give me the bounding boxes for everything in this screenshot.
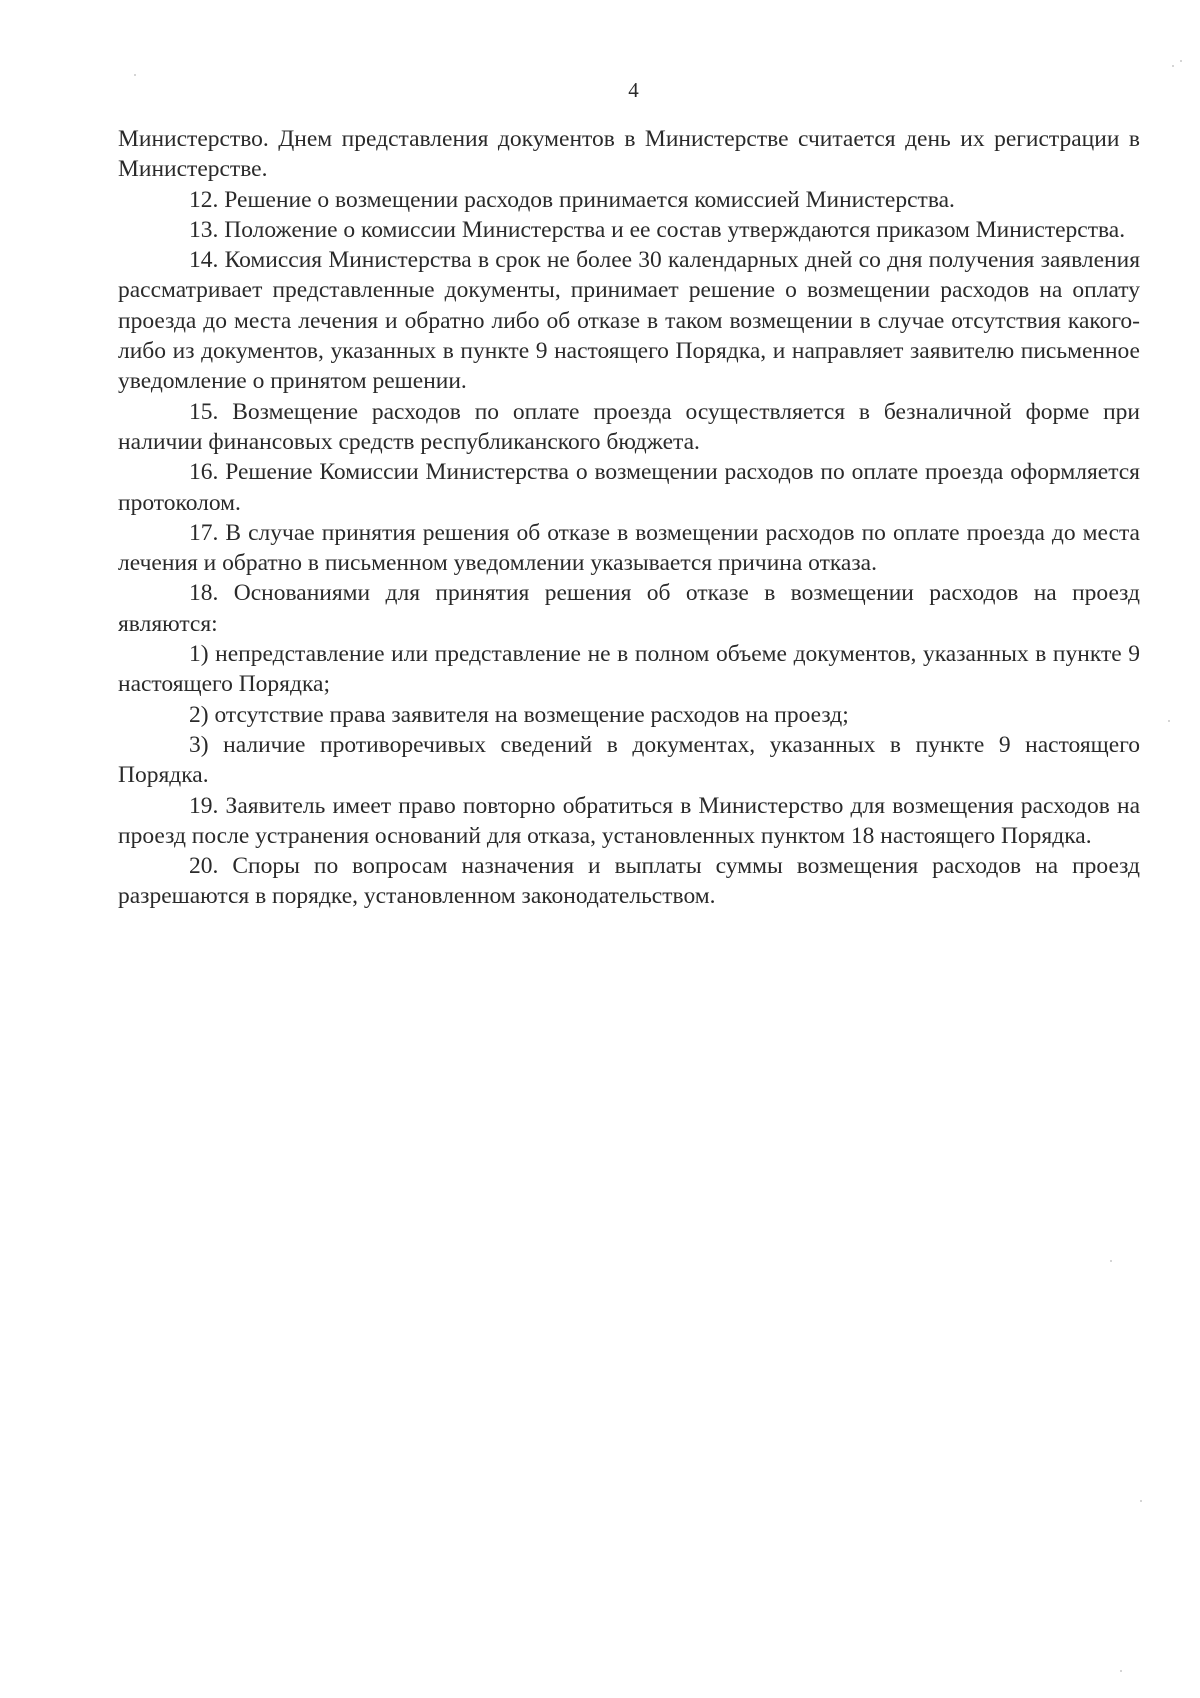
paragraph-20: 20. Споры по вопросам назначения и выплаты суммы возмещения расходов на проезд разрешаются в порядке, установленном законодательством. (118, 853, 1140, 910)
paragraph-19: 19. Заявитель имеет право повторно обратиться в Министерство для возмещения расходов на проезд после устранения оснований для отказа, установленных пунктом 18 настоящего Порядка. (118, 792, 1140, 849)
scan-speck (1110, 1260, 1112, 1262)
paragraph-13: 13. Положение о комиссии Министерства и ее состав утверждаются приказом Министерства. (189, 216, 1126, 243)
paragraph-14: 14. Комиссия Министерства в срок не более 30 календарных дней со дня получения заявления рассматривает представленные документы, принимает решение о возмещении расходов на оплату проезда до места лечения и обратно либо об отказе в таком возмещении в случае отсутствия какого-либо из документов, указанных в пункте 9 настоящего Порядка, и направляет заявителю письменное уведомление о принятом решении. (118, 247, 1140, 395)
paragraph-16: 16. Решение Комиссии Министерства о возмещении расходов по оплате проезда оформляется протоколом. (118, 459, 1140, 516)
scan-speck (134, 74, 136, 76)
paragraph-15: 15. Возмещение расходов по оплате проезда осуществляется в безналичной форме при наличии финансовых средств республиканского бюджета. (118, 398, 1140, 455)
scan-speck (1120, 1670, 1122, 1672)
paragraph-12: 12. Решение о возмещении расходов принимается комиссией Министерства. (189, 186, 955, 213)
scan-speck (1168, 720, 1170, 722)
paragraph-18: 18. Основаниями для принятия решения об отказе в возмещении расходов на проезд являются: (118, 580, 1140, 637)
document-body (118, 124, 1140, 912)
scan-speck (1140, 1500, 1142, 1502)
page-number: 4 (628, 78, 639, 102)
scan-speck (1180, 60, 1182, 62)
scan-speck (1172, 65, 1174, 67)
paragraph-continuation: Министерство. Днем представления документов в Министерстве считается день их регистрации в Министерстве. (118, 126, 1140, 183)
paragraph-18-item-1: 1) непредставление или представление не в полном объеме документов, указанных в пункте 9 настоящего Порядка; (118, 641, 1140, 698)
paragraph-18-item-3: 3) наличие противоречивых сведений в документах, указанных в пункте 9 настоящего Порядка. (118, 731, 1140, 789)
paragraph-18-item-2: 2) отсутствие права заявителя на возмещение расходов на проезд; (189, 701, 849, 728)
paragraph-17: 17. В случае принятия решения об отказе в возмещении расходов по оплате проезда до места лечения и обратно в письменном уведомлении указывается причина отказа. (118, 519, 1140, 577)
